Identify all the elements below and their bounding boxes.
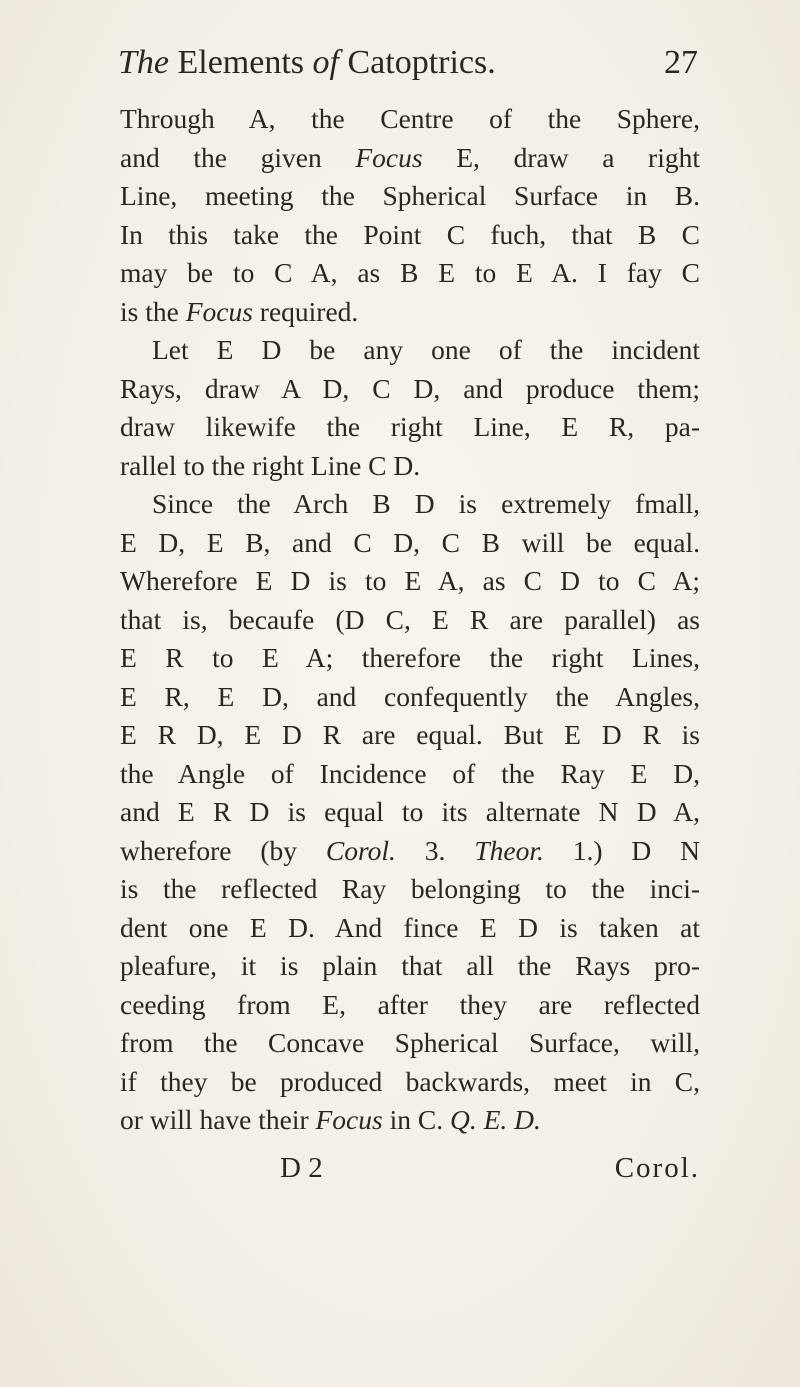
text-line: or will have their Focus in C. Q. E. D. <box>120 1104 541 1135</box>
paragraph <box>120 331 700 485</box>
text-line: E R D, E D R are equal. But E D R is <box>120 719 700 750</box>
text-line: Let E D be any one of the incident <box>152 334 700 365</box>
text-line: E D, E B, and C D, C B will be equal. <box>120 526 700 558</box>
text-line: E R to E A; therefore the right Lines, <box>120 642 700 673</box>
text-line: and E R D is equal to its alternate N D A, <box>120 796 700 827</box>
catchword: Corol. <box>614 1152 700 1184</box>
text-line: if they be produced backwards, meet in C, <box>120 1065 700 1097</box>
text-line: Through A, the Centre of the Sphere, <box>120 103 700 134</box>
signature-mark: D 2 <box>280 1152 323 1184</box>
paragraph <box>120 485 700 1140</box>
running-title-catoptrics: Catoptrics. <box>338 44 496 81</box>
running-title-of: of <box>312 44 339 81</box>
text-line: Line, meeting the Spherical Surface in B. <box>120 180 700 211</box>
text-line: is the reflected Ray belonging to the inci- <box>120 873 700 904</box>
text-line: Rays, draw A D, C D, and produce them; <box>120 372 700 404</box>
text-line: In this take the Point C fuch, that B C <box>120 218 700 250</box>
text-line: rallel to the right Line C D. <box>120 449 421 481</box>
catchline <box>280 1152 700 1192</box>
running-title-the: The <box>118 44 169 81</box>
text-line: and the given Focus E, draw a right <box>120 141 701 173</box>
text-line: ceeding from E, after they are reflected <box>120 988 700 1020</box>
text-line: dent one E D. And fince E D is taken at <box>120 911 700 943</box>
text-line: is the Focus required. <box>120 295 359 327</box>
paragraph <box>120 100 700 331</box>
text-line: the Angle of Incidence of the Ray E D, <box>120 757 700 789</box>
body-text <box>120 100 700 1140</box>
running-title <box>118 44 496 82</box>
text-line: E R, E D, and confequently the Angles, <box>120 680 700 712</box>
text-line: draw likewife the right Line, E R, pa- <box>120 411 700 442</box>
text-line: pleafure, it is plain that all the Rays pro- <box>120 950 700 981</box>
text-line: wherefore (by Corol. 3. Theor. 1.) D N <box>120 834 700 866</box>
running-title-elements: Elements <box>169 44 313 81</box>
text-line: may be to C A, as B E to E A. I fay C <box>120 257 700 288</box>
text-line: Wherefore E D is to E A, as C D to C A; <box>120 565 700 596</box>
page-number: 27 <box>664 44 698 81</box>
running-head <box>118 44 698 94</box>
text-line: that is, becaufe (D C, E R are parallel) as <box>120 603 700 635</box>
text-line: Since the Arch B D is extremely fmall, <box>152 488 700 519</box>
text-line: from the Concave Spherical Surface, will, <box>120 1027 700 1058</box>
